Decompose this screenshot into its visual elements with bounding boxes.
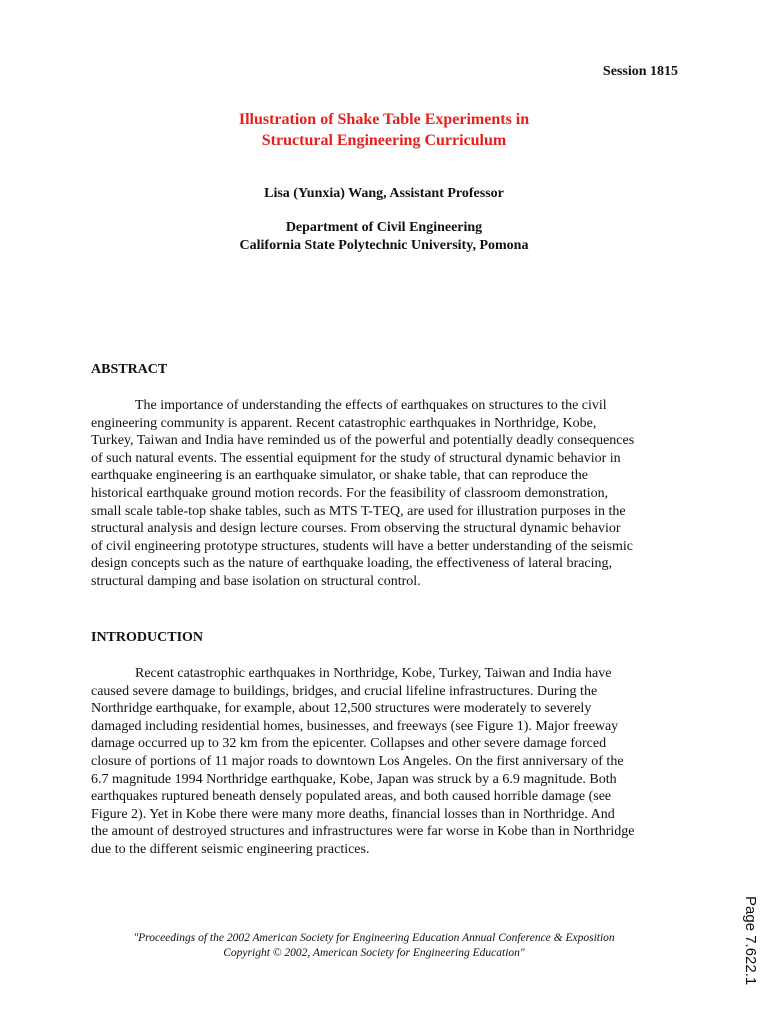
affiliation xyxy=(0,219,768,255)
author-line: Lisa (Yunxia) Wang, Assistant Professor xyxy=(264,186,504,201)
affiliation-department: Department of Civil Engineering xyxy=(285,220,483,235)
introduction-line: 6.7 magnitude 1994 Northridge earthquake, Kobe, Japan was struck by a 6.9 magnitude. Both xyxy=(91,771,617,787)
introduction-line: damage occurred up to 32 km from the epicenter. Collapses and other severe damage forced xyxy=(91,736,607,752)
introduction-line: due to the different seismic engineering practices. xyxy=(91,841,370,857)
proceedings-footer xyxy=(0,931,748,961)
affiliation-university: California State Polytechnic University, Pomona xyxy=(239,238,529,253)
page-number: Page 7.622.1 xyxy=(742,896,759,986)
footer-copyright-line: Copyright © 2002, American Society for Engineering Education" xyxy=(223,947,525,959)
introduction-line: the amount of destroyed structures and infrastructures were far worse in Kobe than in Northridge xyxy=(91,824,635,840)
session-label: Session 1815 xyxy=(602,64,678,79)
abstract-heading: ABSTRACT xyxy=(91,362,168,377)
introduction-line: Recent catastrophic earthquakes in Northridge, Kobe, Turkey, Taiwan and India have xyxy=(135,666,612,681)
paper-title xyxy=(0,109,768,151)
footer-proceedings-line: "Proceedings of the 2002 American Society for Engineering Education Annual Conference & Exposition xyxy=(133,932,615,944)
abstract-line: of such natural events. The essential equipment for the study of structural dynamic behavior in xyxy=(91,450,621,466)
abstract-line: The importance of understanding the effects of earthquakes on structures to the civil xyxy=(135,398,607,413)
abstract-line: small scale table-top shake tables, such as MTS T-TEQ, are used for illustration purposes in the xyxy=(91,503,626,519)
abstract-line: structural damping and base isolation on structural control. xyxy=(91,573,421,589)
abstract-paragraph xyxy=(91,397,691,591)
abstract-line: Turkey, Taiwan and India have reminded us of the powerful and potentially deadly consequences xyxy=(91,433,635,449)
introduction-line: Figure 2). Yet in Kobe there were many more deaths, financial losses than in Northridge. And xyxy=(91,806,615,822)
paper-title-line-1: Illustration of Shake Table Experiments in xyxy=(238,111,530,128)
introduction-line: damaged including residential homes, businesses, and freeways (see Figure 1). Major freeway xyxy=(91,718,619,734)
abstract-line: of civil engineering prototype structures, students will have a better understanding of the seismic xyxy=(91,538,633,554)
introduction-line: earthquakes ruptured beneath densely populated areas, and both caused horrible damage (see xyxy=(91,789,612,805)
abstract-line: earthquake engineering is an earthquake simulator, or shake table, that can reproduce the xyxy=(91,468,589,484)
abstract-line: engineering community is apparent. Recent catastrophic earthquakes in Northridge, Kobe, xyxy=(91,415,597,431)
abstract-line: design concepts such as the nature of earthquake loading, the effectiveness of lateral bracing, xyxy=(91,556,613,572)
introduction-heading: INTRODUCTION xyxy=(91,630,204,645)
paper-title-line-2: Structural Engineering Curriculum xyxy=(261,132,507,149)
introduction-line: caused severe damage to buildings, bridges, and crucial lifeline infrastructures. During the xyxy=(91,683,598,699)
introduction-line: closure of portions of 11 major roads to downtown Los Angeles. On the first anniversary of the xyxy=(91,753,624,769)
introduction-paragraph xyxy=(91,665,691,859)
abstract-line: historical earthquake ground motion records. For the feasibility of classroom demonstration, xyxy=(91,485,609,501)
introduction-line: Northridge earthquake, for example, about 12,500 structures were moderately to severely xyxy=(91,701,592,717)
abstract-line: structural analysis and design lecture courses. From observing the structural dynamic behavior xyxy=(91,521,621,537)
